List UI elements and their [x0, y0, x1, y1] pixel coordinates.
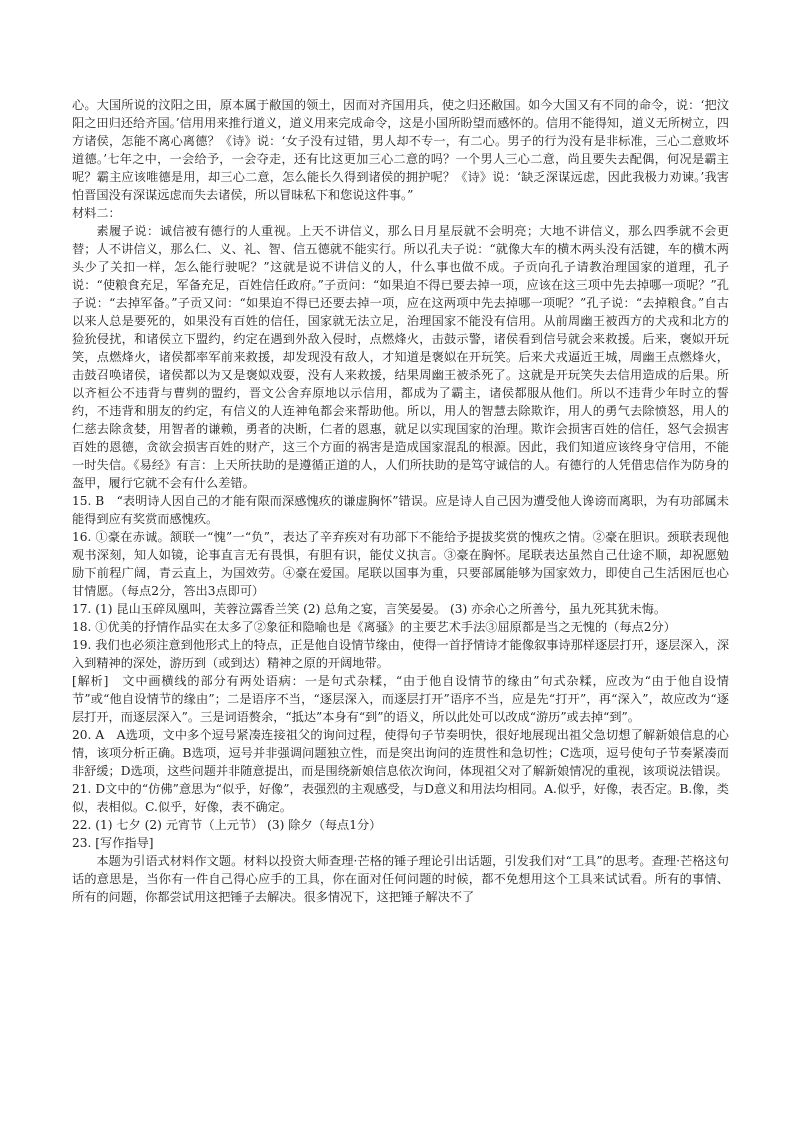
- answer-22: 22. (1) 七夕 (2) 元宵节（上元节） (3) 除夕（每点1分）: [72, 818, 382, 832]
- analysis-19: [解析] 文中画横线的部分有两处语病：一是句式杂糅，“由于他自设情节的缘由”句式杂糅，应改为“由于他自设情节”或“他自设情节的缘由”；二是语序不当，“逐层深入，而逐层打开”语序不当，应是先“打开”，再“深入”，故应改为“逐层打开，而逐层深入”。三是词语赘余，“抵达”本身有“到”的语义，所以此处可以改成“游历”或去掉“到”。: [72, 674, 729, 724]
- answer-18: 18. ①优美的抒情作品实在太多了②象征和隐喻也是《离骚》的主要艺术手法③屈原都是当之无愧的（每点2分）: [72, 620, 676, 634]
- section-heading-material-two: 材料二：: [72, 206, 121, 220]
- paragraph-material-two: 素履子说：诚信被有德行的人重视。上天不讲信义，那么日月星辰就不会明亮；大地不讲信义，那么四季就不会更替；人不讲信义，那么仁、义、礼、智、信五德就不能实行。所以孔夫子说：“就像大车的横木两头没有活键，车的横木两头少了关扣一样，怎么能行驶呢？”这就是说不讲信义的人，什么事也做不成。子贡向孔子请教治理国家的道理，孔子说：“使粮食充足，军备充足，百姓信任政府。”子贡问：“如果迫不得已要去掉一项，应该在这三项中先去掉哪一项呢？”孔子说：“去掉军备。”子贡又问：“如果迫不得已还要去掉一项，应在这两项中先去掉哪一项呢？”孔子说：“去掉粮食。”自古以来人总是要死的，如果没有百姓的信任，国家就无法立足，治理国家不能没有信用。从前周幽王被西方的犬戎和北方的猃狁侵扰，和诸侯立下盟约，约定在遇到外敌入侵时，点燃烽火，击鼓示警，诸侯看到信号就会来救援。后来，褒姒开玩笑，点燃烽火，诸侯都率军前来救援，却发现没有敌人，才知道是褒姒在开玩笑。后来犬戎逼近王城，周幽王点燃烽火，击鼓召唤诸侯，诸侯都以为又是褒姒戏耍，没有人来救援，结果周幽王被杀死了。这就是开玩笑失去信用造成的后果。所以齐桓公不违背与曹刿的盟约，晋文公舍弃原地以示信用，都成为了霸主，诸侯都服从他们。所以不违背少年时立的誓约，不违背和朋友的约定，有信义的人连神龟都会来帮助他。所以，用人的智慧去除欺诈，用人的勇气去除愤怒，用人的仁慈去除贪婪，用智者的谦赖，勇者的决断，仁者的恩惠，就足以实现国家的治理。欺诈会损害百姓的信任，怒气会损害百姓的恩德，贪欲会损害百姓的财产，这三个方面的祸害是造成国家混乱的根源。因此，我们知道应该终身守信用，不能一时失信。《易经》有言：上天所扶助的是遵循正道的人，人们所扶助的是笃守诚信的人。有德行的人凭借忠信作为防身的盔甲，履行它就不会有什么差错。: [72, 224, 729, 490]
- writing-guidance-paragraph: 本题为引语式材料作文题。材料以投资大师查理·芒格的锤子理论引出话题，引发我们对“工具”的思考。查理·芒格这句话的意思是，当你有一件自己得心应手的工具，你在面对任何问题的时候，都不免想用这个工具来试试看。所有的事情、所有的问题，你都尝试用这把锤子去解决。很多情况下，这把锤子解决不了: [72, 854, 729, 904]
- answer-23-heading: 23. [写作指导]: [72, 836, 154, 850]
- answer-16: 16. ①豪在赤诚。颔联一“愧”一“负”，表达了辛弃疾对有功部下不能给予提拔奖赏的愧疚之情。②豪在胆识。颈联表现他观书深刻，知人如镜，论事直言无有畏惧，有胆有识，能仗义执言。③豪在胸怀。尾联表达虽然自己仕途不顺，却祝愿勉励下前程广阔，青云直上，为国效劳。④豪在爱国。尾联以国事为重，只要部属能够为国家效力，即使自己生活困厄也心甘情愿。（每点2分，答出3点即可）: [72, 530, 729, 598]
- answer-20: 20. A A选项，文中多个逗号紧凑连接祖父的询问过程，使得句子节奏明快，很好地展现出祖父急切想了解新娘信息的心情，该项分析正确。B选项，逗号并非强调问题独立性，而是突出询问的连贯性和急切性；C选项，逗号使句子节奏紧凑而非舒缓；D选项，这些问题并非随意提出，而是围绕新娘信息依次询问，体现祖父对了解新娘情况的重视，该项说法错误。: [72, 728, 729, 778]
- answer-17: 17. (1) 昆山玉碎凤凰叫，芙蓉泣露香兰笑 (2) 总角之宴，言笑晏晏。 (3) 亦余心之所善兮，虽九死其犹未悔。: [72, 602, 667, 616]
- paragraph-continuation: 心。大国所说的汶阳之田，原本属于敝国的领土，因而对齐国用兵，使之归还敝国。如今大国又有不同的命令，说：‘把汶阳之田归还给齐国。’信用用来推行道义，道义用来完成命令，这是小国所盼望而感怀的。信用不能得知，道义无所树立，四方诸侯，怎能不离心离德？《诗》说：‘女子没有过错，男人却不专一，有二心。男子的行为没有是非标准，三心二意败坏道德。’七年之中，一会给予，一会夺走，还有比这更加三心二意的吗？一个男人三心二意，尚且要失去配偶，何况是霸主呢？霸主应该唯德是用，却三心二意，怎么能长久得到诸侯的拥护呢？《诗》说：‘缺乏深谋远虑，因此我极力劝谏。’我害怕晋国没有深谋远虑而失去诸侯，所以冒昧私下和您说这件事。”: [72, 98, 729, 202]
- answer-15: 15. B “表明诗人因自己的才能有限而深感愧疚的谦虚胸怀”错误。应是诗人自己因为遭受他人谗谤而离职，为有功部属未能得到应有奖赏而感愧疚。: [72, 494, 729, 526]
- answer-19: 19. 我们也必须注意到他形式上的特点，正是他自设情节缘由，使得一首抒情诗才能像叙事诗那样逐层打开，逐层深入，深入到精神的深处，游历到（或到达）精神之原的开阔地带。: [72, 638, 730, 670]
- answer-21: 21. D文中的“仿佛”意思为“似乎，好像”，表强烈的主观感受，与D意义和用法均相同。A.似乎，好像，表否定。B.像，类似，表相似。C.似乎，好像，表不确定。: [72, 782, 729, 814]
